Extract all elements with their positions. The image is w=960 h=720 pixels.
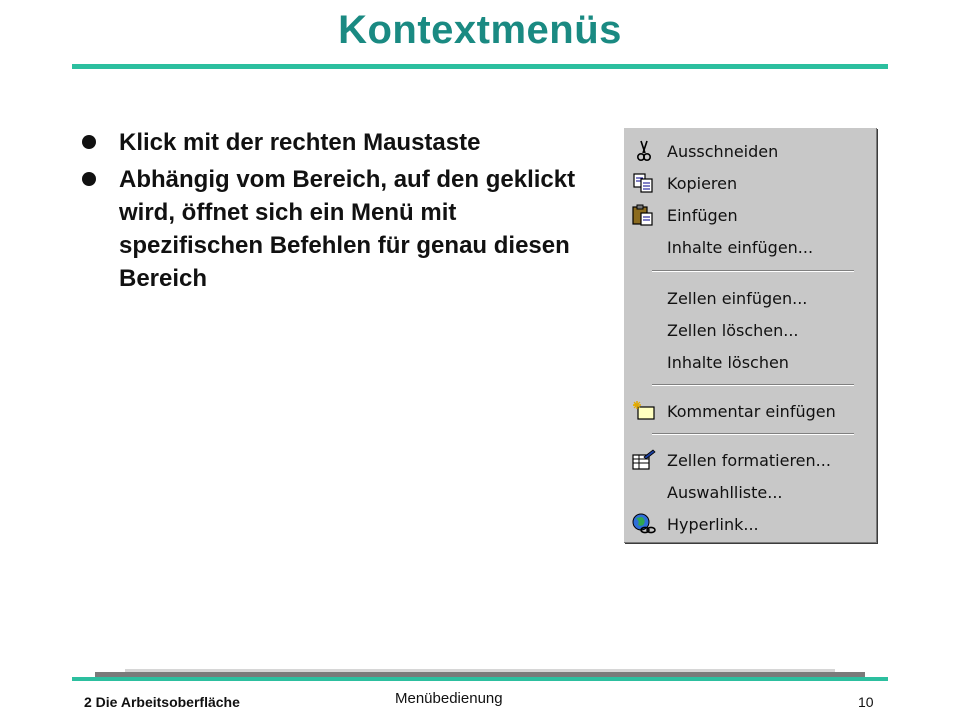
bullet-list <box>80 126 600 299</box>
format-cells-icon <box>630 448 658 472</box>
bullet-text: Abhängig vom Bereich, auf den geklickt wird, öffnet sich ein Menü mit spezifischen Befehlen für genau diesen Bereich <box>119 166 576 292</box>
menu-item-label: Kopieren <box>667 174 738 193</box>
menu-item-kopieren[interactable] <box>624 168 876 198</box>
menu-separator <box>652 384 854 386</box>
menu-item-label: Zellen löschen... <box>667 321 799 340</box>
bullet-dot-icon <box>82 135 96 149</box>
paste-icon <box>630 203 658 227</box>
menu-item-label: Einfügen <box>667 206 738 225</box>
menu-item-hyperlink[interactable] <box>624 509 876 539</box>
menu-item-zellen-formatieren[interactable] <box>624 445 876 475</box>
menu-item-label: Hyperlink... <box>667 515 759 534</box>
menu-item-kommentar-einfuegen[interactable] <box>624 396 876 426</box>
footer-topic: Menübedienung <box>395 690 503 707</box>
slide-title: Kontextmenüs <box>338 8 622 52</box>
menu-item-auswahlliste[interactable] <box>624 477 876 507</box>
context-menu <box>623 127 876 542</box>
bullet-dot-icon <box>82 172 96 186</box>
footer-rule <box>72 677 888 681</box>
menu-item-label: Zellen formatieren... <box>667 451 831 470</box>
menu-item-inhalte-einfuegen[interactable] <box>624 232 876 262</box>
menu-item-label: Ausschneiden <box>667 142 779 161</box>
menu-item-einfuegen[interactable] <box>624 200 876 230</box>
footer-section: 2 Die Arbeitsoberfläche <box>84 694 240 710</box>
menu-item-label: Inhalte löschen <box>667 353 789 372</box>
hyperlink-globe-icon <box>630 512 658 536</box>
scissors-icon <box>630 139 658 163</box>
menu-item-label: Inhalte einfügen... <box>667 238 814 257</box>
page-number: 10 <box>858 694 874 710</box>
menu-item-ausschneiden[interactable] <box>624 136 876 166</box>
title-underline <box>72 64 888 69</box>
bullet-item <box>80 126 600 159</box>
menu-separator <box>652 433 854 435</box>
menu-item-label: Zellen einfügen... <box>667 289 808 308</box>
menu-item-label: Kommentar einfügen <box>667 402 836 421</box>
menu-item-zellen-loeschen[interactable] <box>624 315 876 345</box>
comment-icon <box>630 399 658 423</box>
bullet-item <box>80 163 600 295</box>
copy-icon <box>630 171 658 195</box>
menu-item-inhalte-loeschen[interactable] <box>624 347 876 377</box>
menu-item-zellen-einfuegen[interactable] <box>624 283 876 313</box>
menu-item-label: Auswahlliste... <box>667 483 783 502</box>
menu-separator <box>652 270 854 272</box>
bullet-text: Klick mit der rechten Maustaste <box>119 129 481 156</box>
